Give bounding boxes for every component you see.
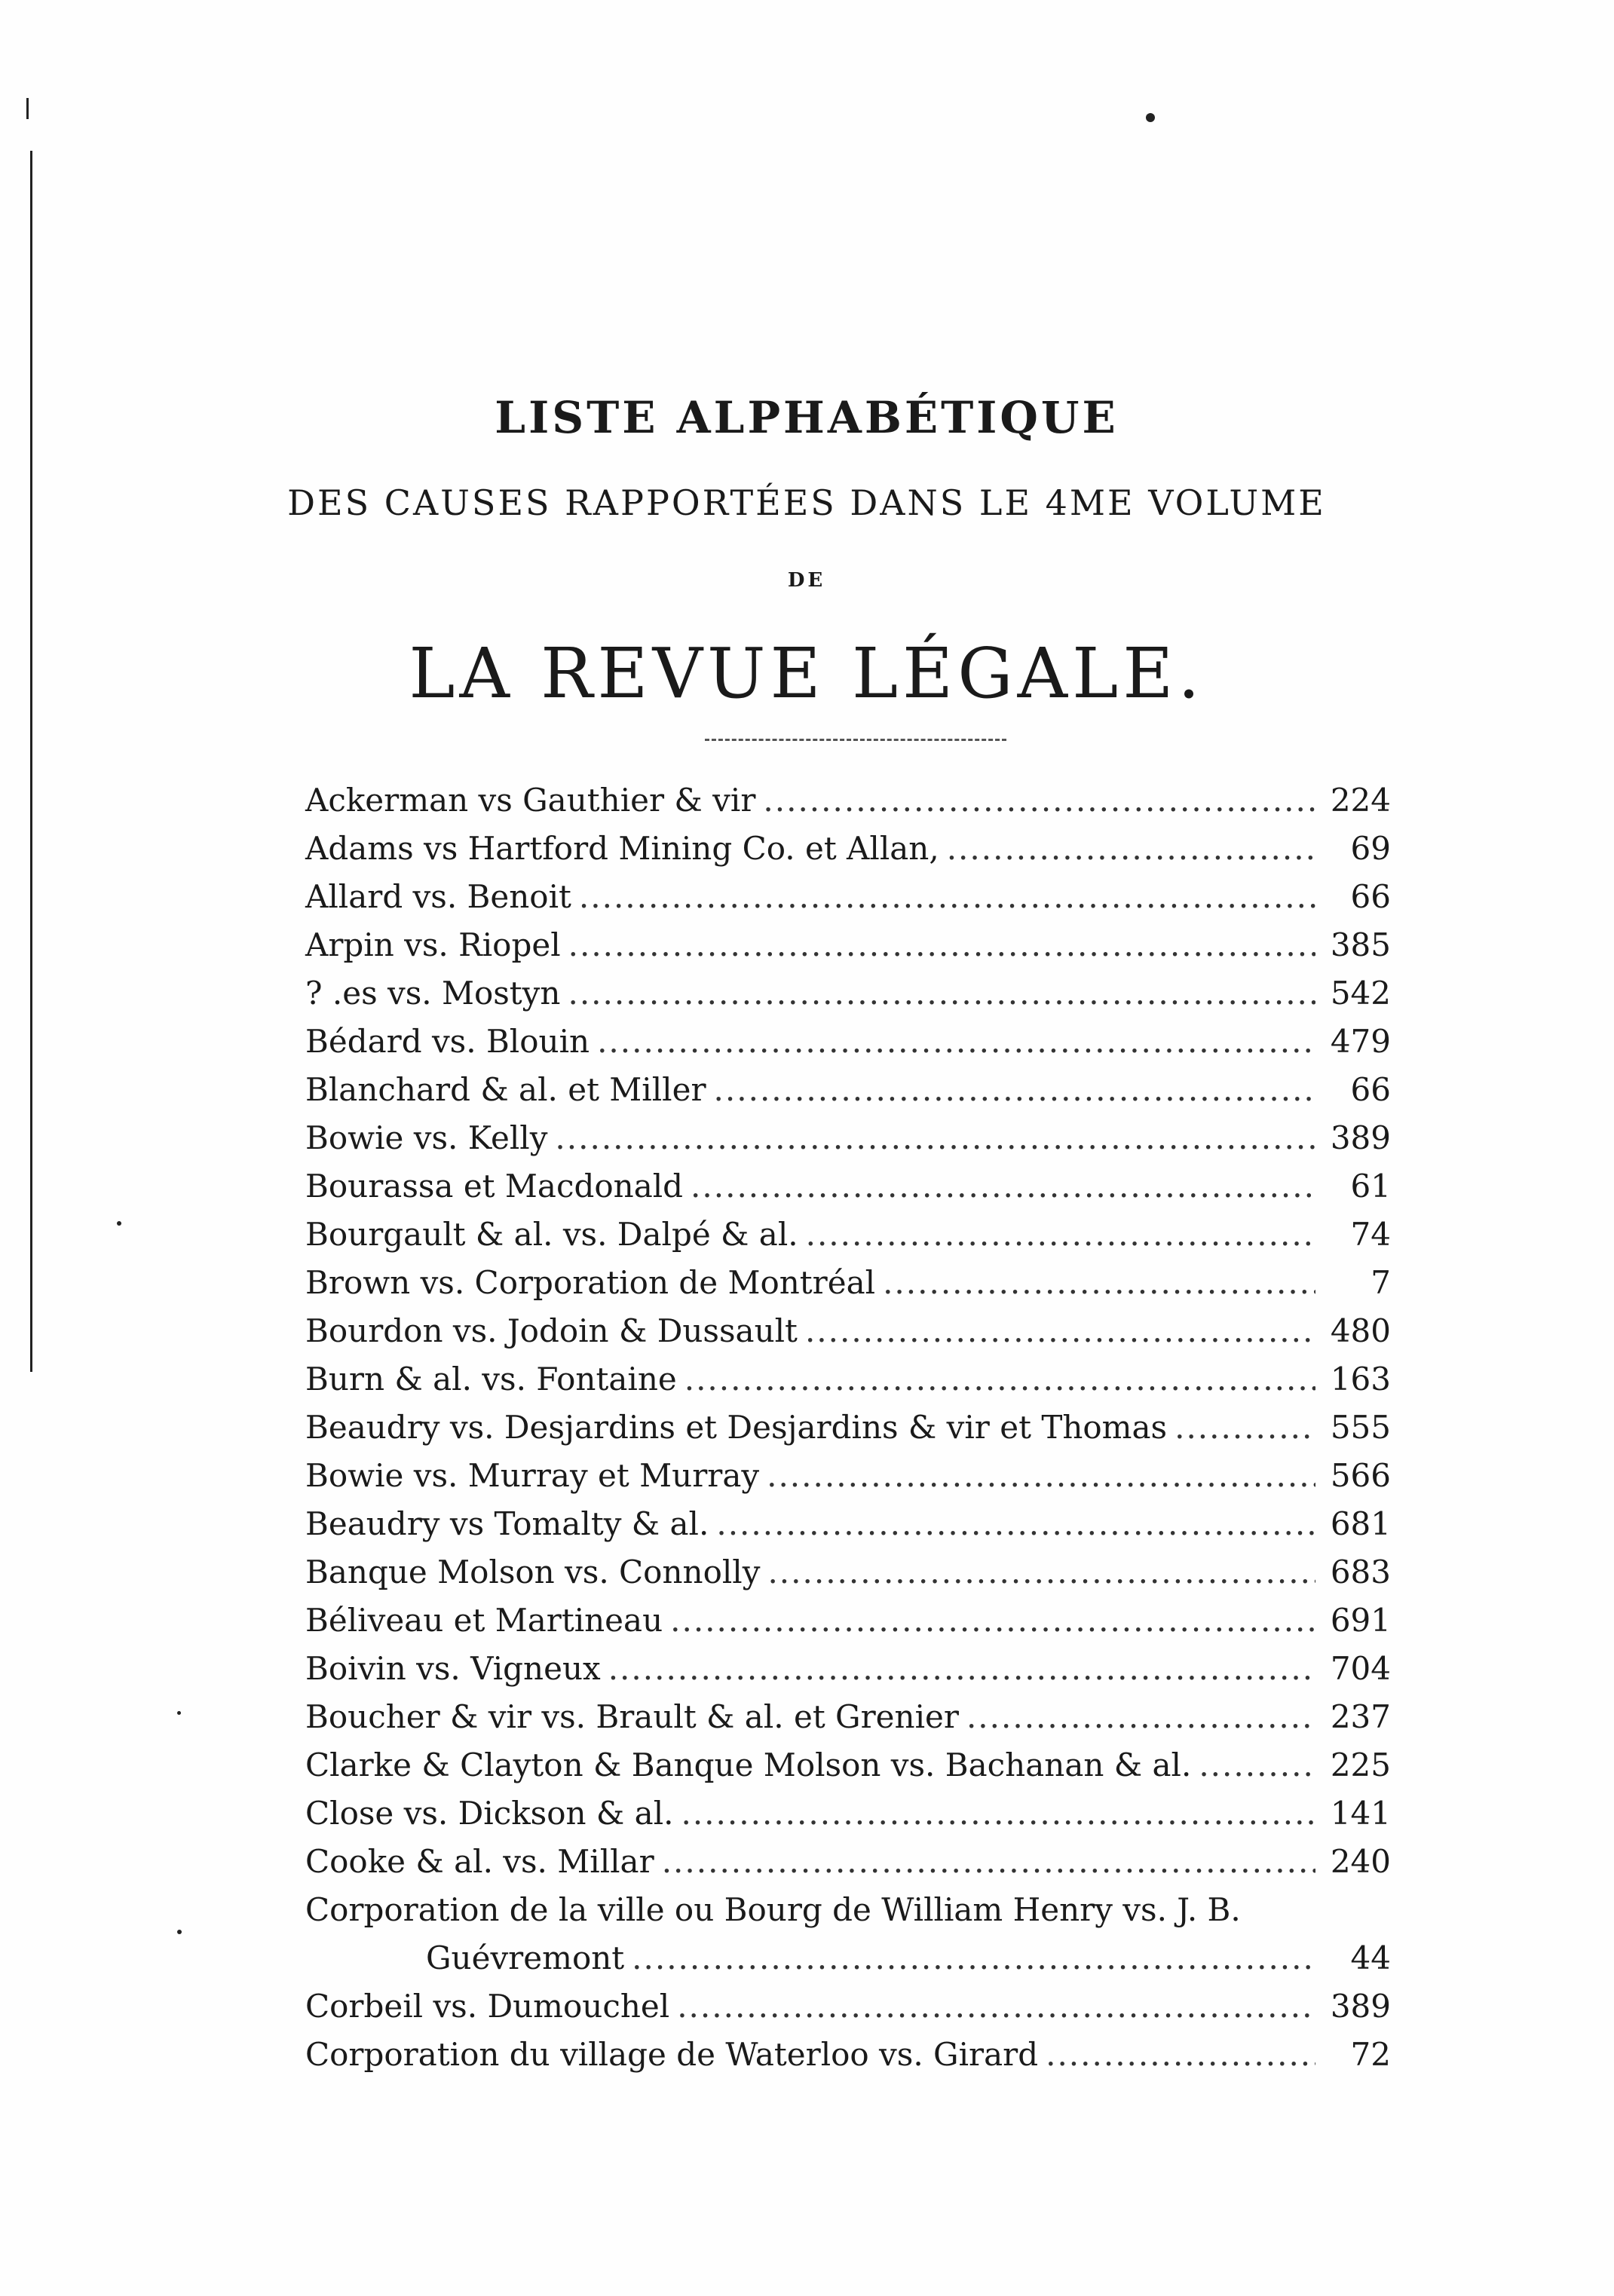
list-item [305,1741,1391,1789]
case-name: Boucher & vir vs. Brault & al. et Grenier [305,1698,959,1735]
list-item [305,969,1391,1018]
case-name: Clarke & Clayton & Banque Molson vs. Bachanan & al. [305,1746,1192,1783]
dot-leader [681,1789,1315,1838]
case-name: Banque Molson vs. Connolly [305,1554,761,1590]
page-number: 69 [1350,830,1391,867]
dot-leader [684,1355,1315,1404]
scan-speck [177,1711,181,1715]
list-item [305,1114,1391,1162]
page-number: 44 [1350,1939,1391,1976]
page-number: 141 [1330,1795,1391,1832]
case-name: Beaudry vs. Desjardins et Desjardins & vir et Thomas [305,1409,1168,1446]
page-number: 224 [1330,782,1391,819]
case-name: Arpin vs. Riopel [305,926,561,963]
page-number: 480 [1330,1312,1391,1349]
list-item [305,1452,1391,1500]
page-number: 385 [1330,926,1391,963]
dot-leader [966,1693,1315,1741]
dot-leader [767,1548,1315,1596]
case-name: Adams vs Hartford Mining Co. et Allan, [305,830,939,867]
dot-leader [662,1838,1315,1886]
list-item [305,1211,1391,1259]
dot-leader [632,1934,1315,1982]
page-number: 163 [1330,1361,1391,1397]
case-name: Béliveau et Martineau [305,1602,663,1639]
dot-leader [608,1645,1315,1693]
page-number: 691 [1330,1602,1391,1639]
scan-speck [177,1930,182,1934]
case-name: Burn & al. vs. Fontaine [305,1361,677,1397]
case-index-list [305,776,1391,2079]
dot-leader [677,1982,1315,2031]
case-name: Corporation de la ville ou Bourg de William Henry vs. J. B. [305,1891,1241,1928]
page-number: 66 [1350,1071,1391,1108]
list-item [305,873,1391,921]
list-item [305,1596,1391,1645]
dot-leader [805,1307,1315,1355]
case-name: Corporation du village de Waterloo vs. Girard [305,2036,1039,2073]
case-name: Close vs. Dickson & al. [305,1795,674,1832]
dot-leader [1175,1404,1315,1452]
dot-leader [555,1114,1315,1162]
case-name: Bourassa et Macdonald [305,1168,684,1205]
page-subtitle: DES CAUSES RAPPORTÉES DANS LE 4ME VOLUME [287,482,1326,523]
dot-leader [670,1596,1315,1645]
list-item [305,1259,1391,1307]
case-name: Guévremont [426,1939,625,1976]
dot-leader [714,1066,1315,1114]
case-name: Bourgault & al. vs. Dalpé & al. [305,1216,798,1253]
case-name: Bourdon vs. Jodoin & Dussault [305,1312,798,1349]
page-number: 225 [1330,1746,1391,1783]
dot-leader [691,1162,1315,1211]
list-item [305,2031,1391,2079]
case-name: ? .es vs. Mostyn [305,975,561,1012]
page-number: 389 [1330,1988,1391,2025]
page-title: LISTE ALPHABÉTIQUE [495,392,1119,443]
page-number: 683 [1330,1554,1391,1590]
page-subtitle-connector: DE [787,569,826,592]
list-item [305,1789,1391,1838]
dot-leader [806,1211,1315,1259]
list-item [305,1693,1391,1741]
list-item [305,1066,1391,1114]
scan-speck [117,1221,121,1226]
case-name: Allard vs. Benoit [305,878,571,915]
list-item [305,1838,1391,1886]
page-number: 66 [1350,878,1391,915]
page-number: 566 [1330,1457,1391,1494]
list-item [305,1018,1391,1066]
list-item [305,776,1391,825]
dot-leader [568,921,1315,969]
title-divider [705,739,1006,741]
dot-leader [568,969,1315,1018]
page-number: 555 [1330,1409,1391,1446]
page-number: 7 [1371,1264,1391,1301]
dot-leader [763,776,1315,825]
list-item [305,1886,1391,1934]
page-number: 72 [1350,2036,1391,2073]
dot-leader [716,1500,1315,1548]
case-name: Ackerman vs Gauthier & vir [305,782,756,819]
list-item [305,1982,1391,2031]
page-number: 479 [1330,1023,1391,1060]
dot-leader [767,1452,1315,1500]
list-item [305,1404,1391,1452]
dot-leader [1199,1741,1315,1789]
dot-leader [1046,2031,1315,2079]
dot-leader [883,1259,1315,1307]
page-number: 704 [1330,1650,1391,1687]
case-name: Bédard vs. Blouin [305,1023,590,1060]
dot-leader [579,873,1315,921]
scan-margin-line [30,151,32,1372]
list-item [305,825,1391,873]
case-name: Bowie vs. Kelly [305,1119,548,1156]
page-number: 542 [1330,975,1391,1012]
page-number: 240 [1330,1843,1391,1880]
page-number: 237 [1330,1698,1391,1735]
page-number: 74 [1350,1216,1391,1253]
list-item [305,1548,1391,1596]
page-number: 61 [1350,1168,1391,1205]
page-number: 681 [1330,1505,1391,1542]
scan-margin-mark [26,98,29,119]
list-item [305,1355,1391,1404]
dot-leader [597,1018,1315,1066]
list-item [305,1162,1391,1211]
dot-leader [947,825,1315,873]
page-number: 389 [1330,1119,1391,1156]
case-name: Brown vs. Corporation de Montréal [305,1264,876,1301]
case-name: Bowie vs. Murray et Murray [305,1457,760,1494]
case-name: Corbeil vs. Dumouchel [305,1988,670,2025]
list-item-continuation [305,1934,1391,1982]
case-name: Blanchard & al. et Miller [305,1071,706,1108]
scan-speck [1146,113,1155,122]
list-item [305,1500,1391,1548]
list-item [305,1307,1391,1355]
case-name: Boivin vs. Vigneux [305,1650,601,1687]
list-item [305,1645,1391,1693]
list-item [305,921,1391,969]
publication-title: LA REVUE LÉGALE. [409,633,1205,714]
case-name: Beaudry vs Tomalty & al. [305,1505,709,1542]
case-name: Cooke & al. vs. Millar [305,1843,654,1880]
